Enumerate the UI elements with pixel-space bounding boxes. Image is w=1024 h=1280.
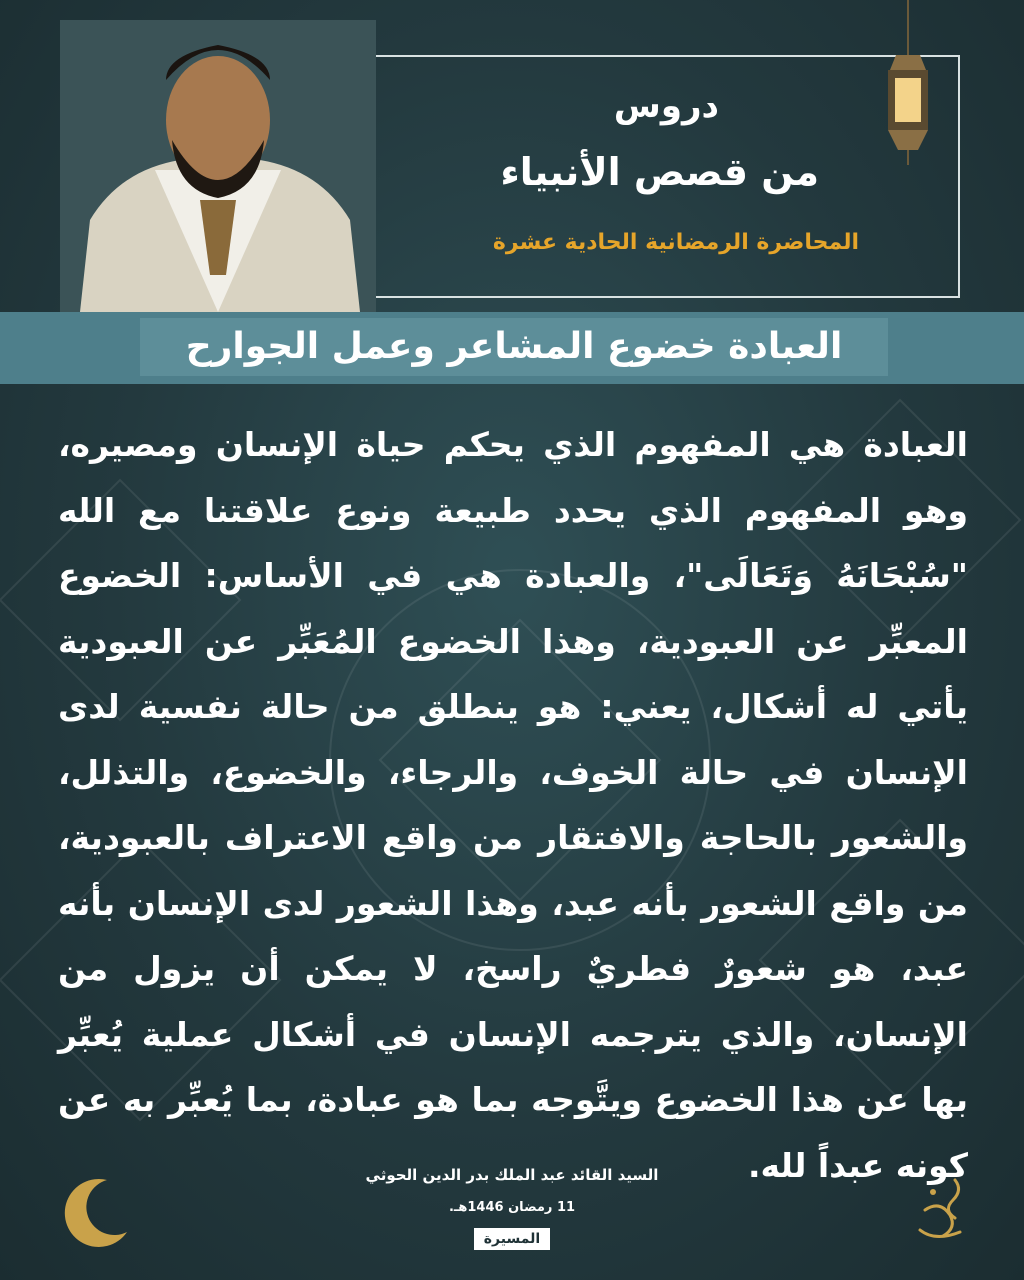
lecture-subtitle: المحاضرة الرمضانية الحادية عشرة <box>492 230 859 255</box>
lantern-icon <box>868 0 948 170</box>
page-title: العبادة خضوع المشاعر وعمل الجوارح <box>185 326 843 367</box>
series-title: من قصص الأنبياء <box>500 150 819 194</box>
ramadan-calligraphy-logo <box>905 1170 975 1250</box>
brand-logo: المسيرة <box>474 1228 550 1250</box>
quote-body: العبادة هي المفهوم الذي يحكم حياة الإنسان ومصيره، وهو المفهوم الذي يحدد طبيعة ونوع علاقتنا مع الله "سُبْحَانَهُ وَتَعَالَى"، والعبادة هي في الأساس: الخضوع المعبِّر عن العبودية، وهذا الخضوع المُعَبِّر عن العبودية يأتي له أشكال، يعني: هو ينطلق من حالة نفسية لدى الإنسان في حالة الخوف، والرجاء، والخضوع، والتذلل، والشعور بالحاجة والافتقار من واقع الاعتراف بالعبودية، من واقع الشعور بأنه عبد، وهذا الشعور لدى الإنسان بأنه عبد، هو شعورٌ فطريٌ راسخ، لا يمكن أن يزول من الإنسان، والذي يترجمه الإنسان في أشكال عملية يُعبِّر بها عن هذا الخضوع ويتَّوجه بما هو عبادة، بما يُعبِّر به عن كونه عبداً لله. <box>58 425 968 1185</box>
author-name: السيد القائد عبد الملك بدر الدين الحوثي <box>365 1166 659 1184</box>
speaker-portrait <box>60 20 376 312</box>
crescent-moon-icon <box>55 1172 135 1252</box>
date-label: 11 رمضان 1446هـ. <box>448 1200 576 1215</box>
series-label: دروس <box>613 86 719 126</box>
